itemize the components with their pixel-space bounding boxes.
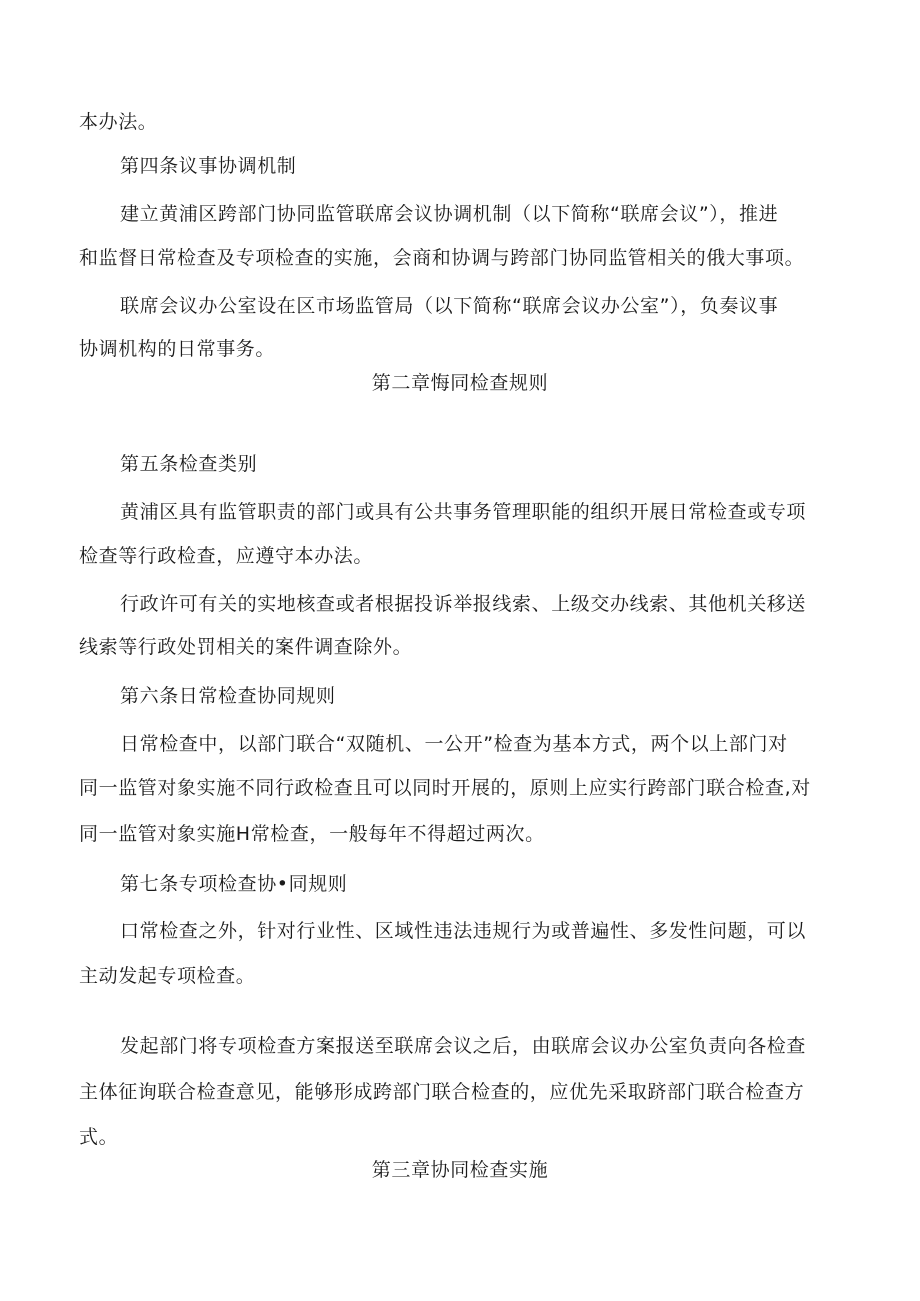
- paragraph-line: 建立黄浦区跨部门协同监管联席会议协调机制（以下简称“联席会议”），推进: [120, 203, 779, 225]
- chapter-heading: 第三章协同检查实施: [371, 1159, 549, 1181]
- paragraph-line: 线索等行政处罚相关的案件调查除外。: [79, 636, 413, 658]
- paragraph-line: 发起部门将专项检查方案报送至联席会议之后，由联席会议办公室负责向各检查: [120, 1035, 807, 1057]
- paragraph-line: 检查等行政检查，应遵守本办法。: [79, 545, 374, 567]
- paragraph-line: 主动发起专项检查。: [79, 965, 256, 987]
- paragraph-line: 协调机构的日常事务。: [79, 338, 276, 360]
- paragraph-line: 和监督日常检查及专项检查的实施，会商和协调与跨部门协同监管相关的俄大事项。: [79, 247, 805, 269]
- paragraph-line: 口常检查之外，针对行业性、区域性违法违规行为或普遍性、多发性问题，可以: [120, 920, 807, 942]
- paragraph-line: 式。: [79, 1126, 119, 1148]
- paragraph-line: 日常检查中，以部门联合“双随机、一公开”检查为基本方式，两个以上部门对: [120, 733, 788, 755]
- chapter-heading: 第二章悔同检查规则: [371, 372, 549, 394]
- paragraph-line: 同一监管对象实施H常检查，一般每年不得超过两次。: [79, 823, 545, 845]
- article-heading: 第四条议事协调机制: [120, 155, 297, 177]
- paragraph-line: 行政许可有关的实地核查或者根据投诉举报线索、上级交办线索、其他机关移送: [120, 593, 807, 615]
- paragraph-line: 联席会议办公室设在区市场监管局（以下简称“联席会议办公室”），负奏议事: [120, 295, 779, 317]
- article-heading: 第七条专项检查协•同规则: [120, 873, 348, 895]
- paragraph-line: 同一监管对象实施不同行政检查且可以同时开展的，原则上应实行跨部门联合检查,对: [79, 777, 811, 799]
- paragraph-line: 本办法。: [79, 111, 158, 133]
- article-heading: 第五条检查类别: [120, 453, 258, 475]
- paragraph-line: 主体征询联合检查意见，能够形成跨部门联合检查的，应优先采取跻部门联合检查方: [79, 1081, 805, 1103]
- paragraph-line: 黄浦区具有监管职责的部门或具有公共事务管理职能的组织开展日常检查或专项: [120, 501, 807, 523]
- article-heading: 第六条日常检查协同规则: [120, 685, 336, 707]
